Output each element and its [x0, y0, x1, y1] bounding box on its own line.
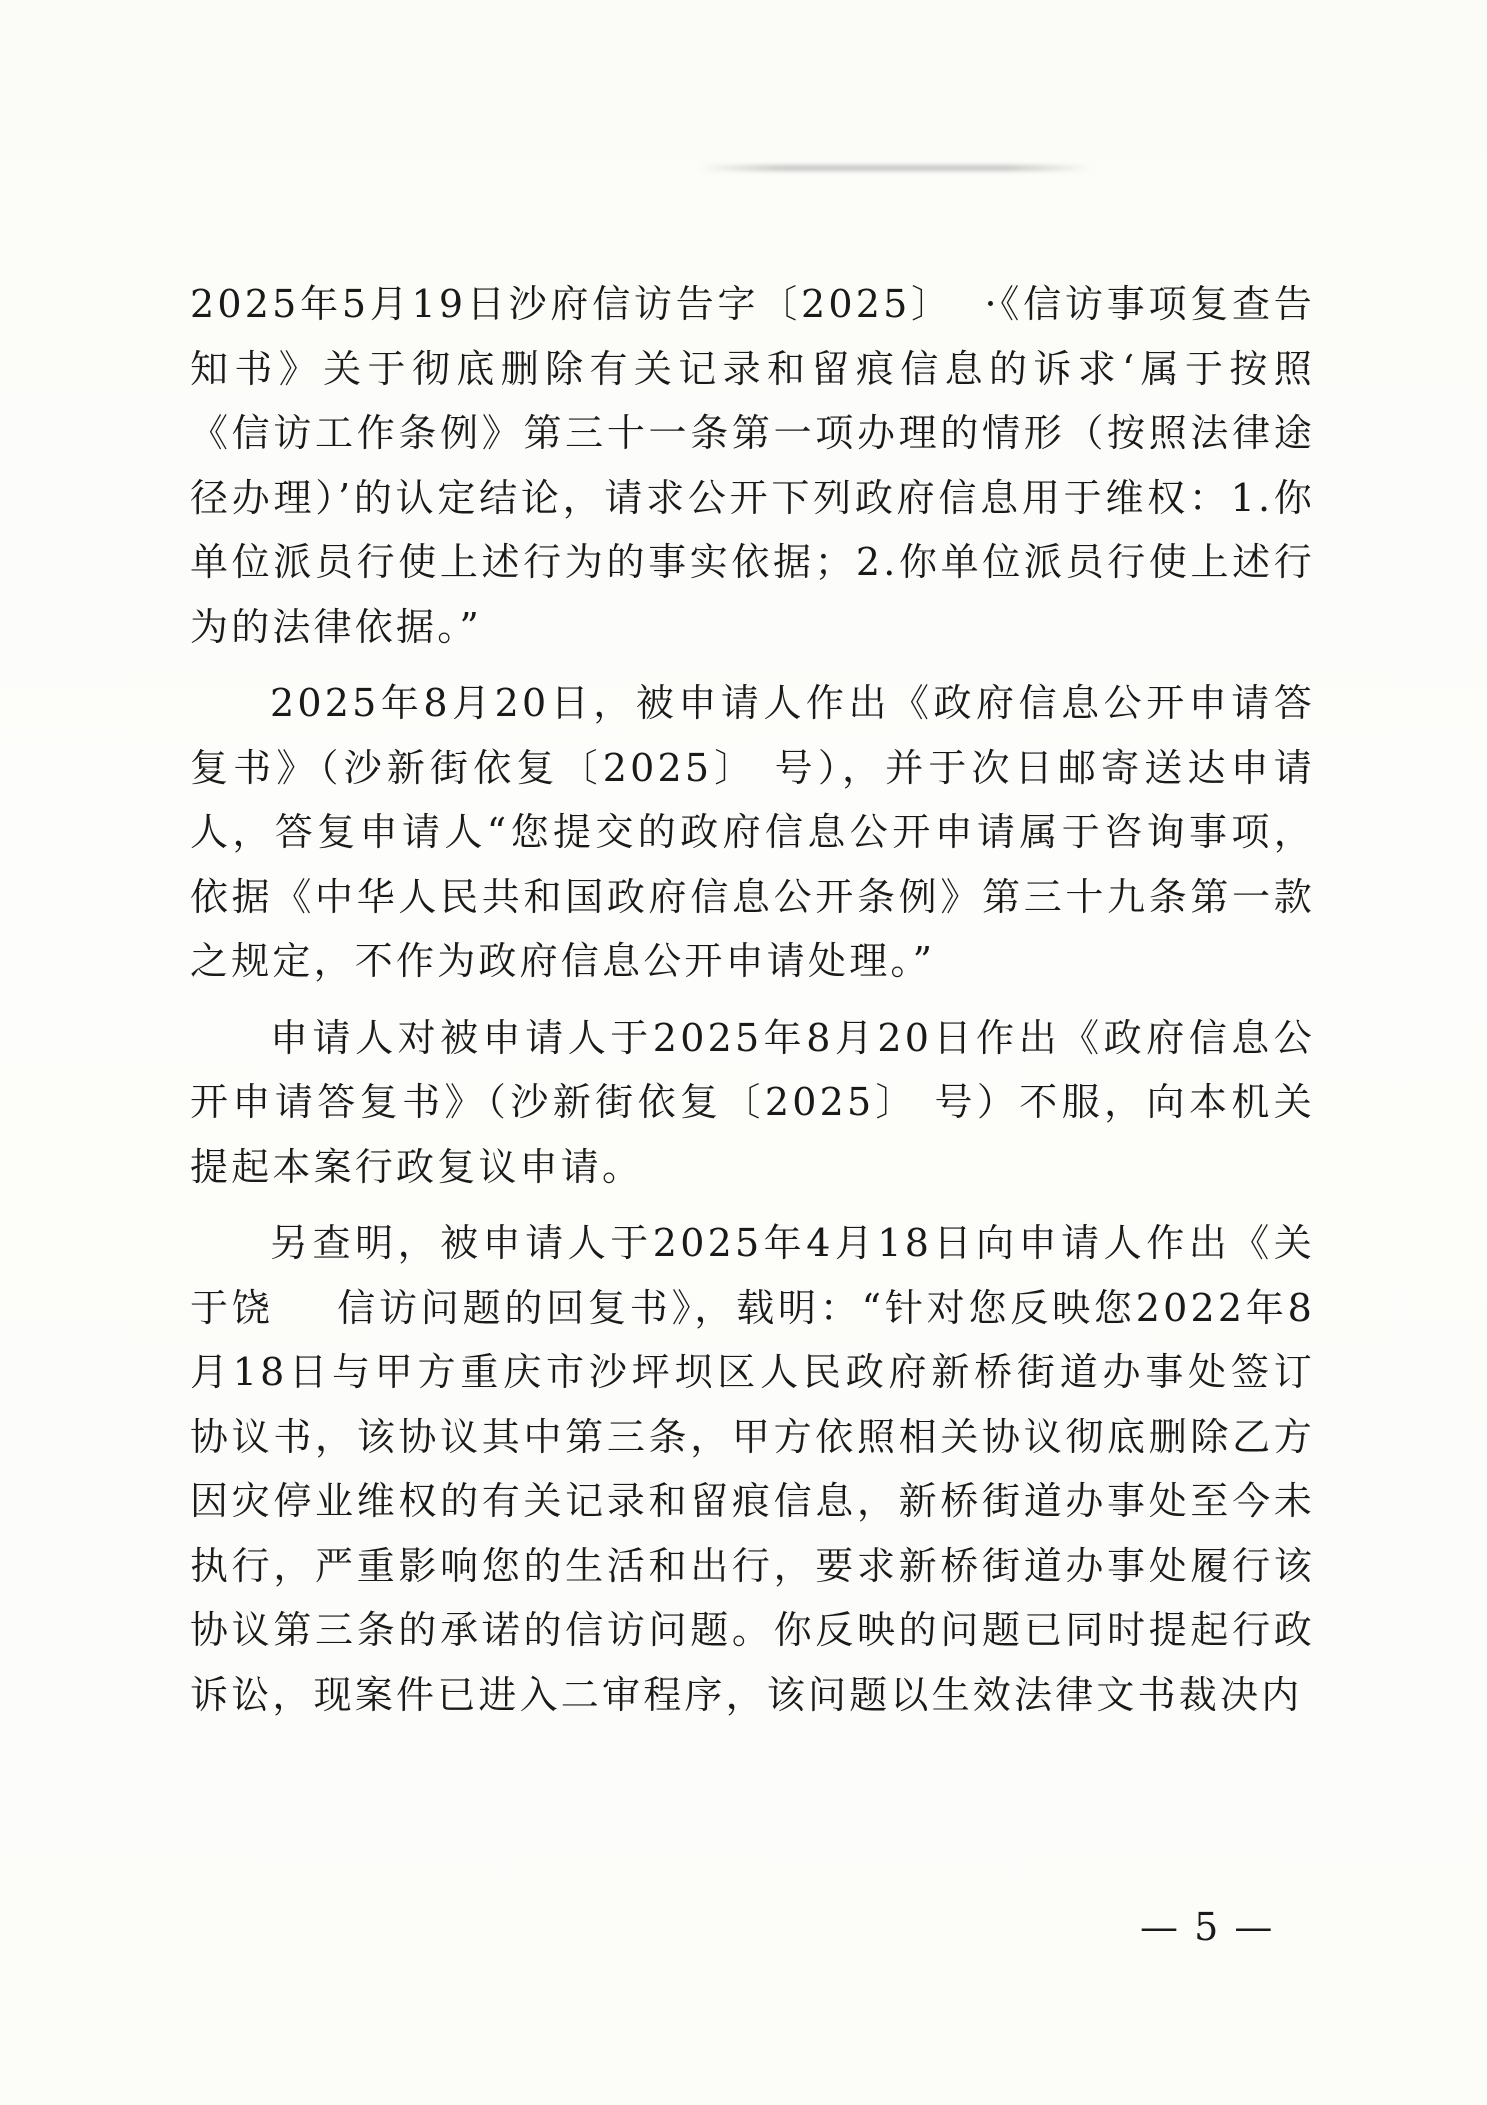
paragraph-3: 申请人对被申请人于2025年8月20日作出《政府信息公开申请答复书》（沙新街依复〔2025〕 号）不服，向本机关提起本案行政复议申请。 [190, 1015, 1315, 1189]
paragraph-4: 另查明，被申请人于2025年4月18日向申请人作出《关于饶 信访问题的回复书》，载明：“针对您反映您2022年8月18日与甲方重庆市沙坪坝区人民政府新桥街道办事处签订协议书，该协议其中第三条，甲方依照相关协议彻底删除乙方因灾停业维权的有关记录和留痕信息，新桥街道办事处至今未执行，严重影响您的生活和出行，要求新桥街道办事处履行该协议第三条的承诺的信访问题。你反映的问题已同时提起行政诉讼，现案件已进入二审程序，该问题以生效法律文书裁决内 [190, 1221, 1315, 1717]
document-body [190, 272, 1315, 1727]
scan-artifact [700, 165, 1090, 171]
page-number: — 5 — [1140, 1905, 1275, 1949]
paragraph-2: 2025年8月20日，被申请人作出《政府信息公开申请答复书》（沙新街依复〔2025〕 号），并于次日邮寄送达申请人，答复申请人“您提交的政府信息公开申请属于咨询事项，依据《中华人民共和国政府信息公开条例》第三十九条第一款之规定，不作为政府信息公开申请处理。” [190, 681, 1315, 983]
paragraph-1: 2025年5月19日沙府信访告字〔2025〕 ·《信访事项复查告知书》关于彻底删除有关记录和留痕信息的诉求‘属于按照《信访工作条例》第三十一条第一项办理的情形（按照法律途径办理）’的认定结论，请求公开下列政府信息用于维权：1.你单位派员行使上述行为的事实依据；2.你单位派员行使上述行为的法律依据。” [190, 282, 1315, 649]
